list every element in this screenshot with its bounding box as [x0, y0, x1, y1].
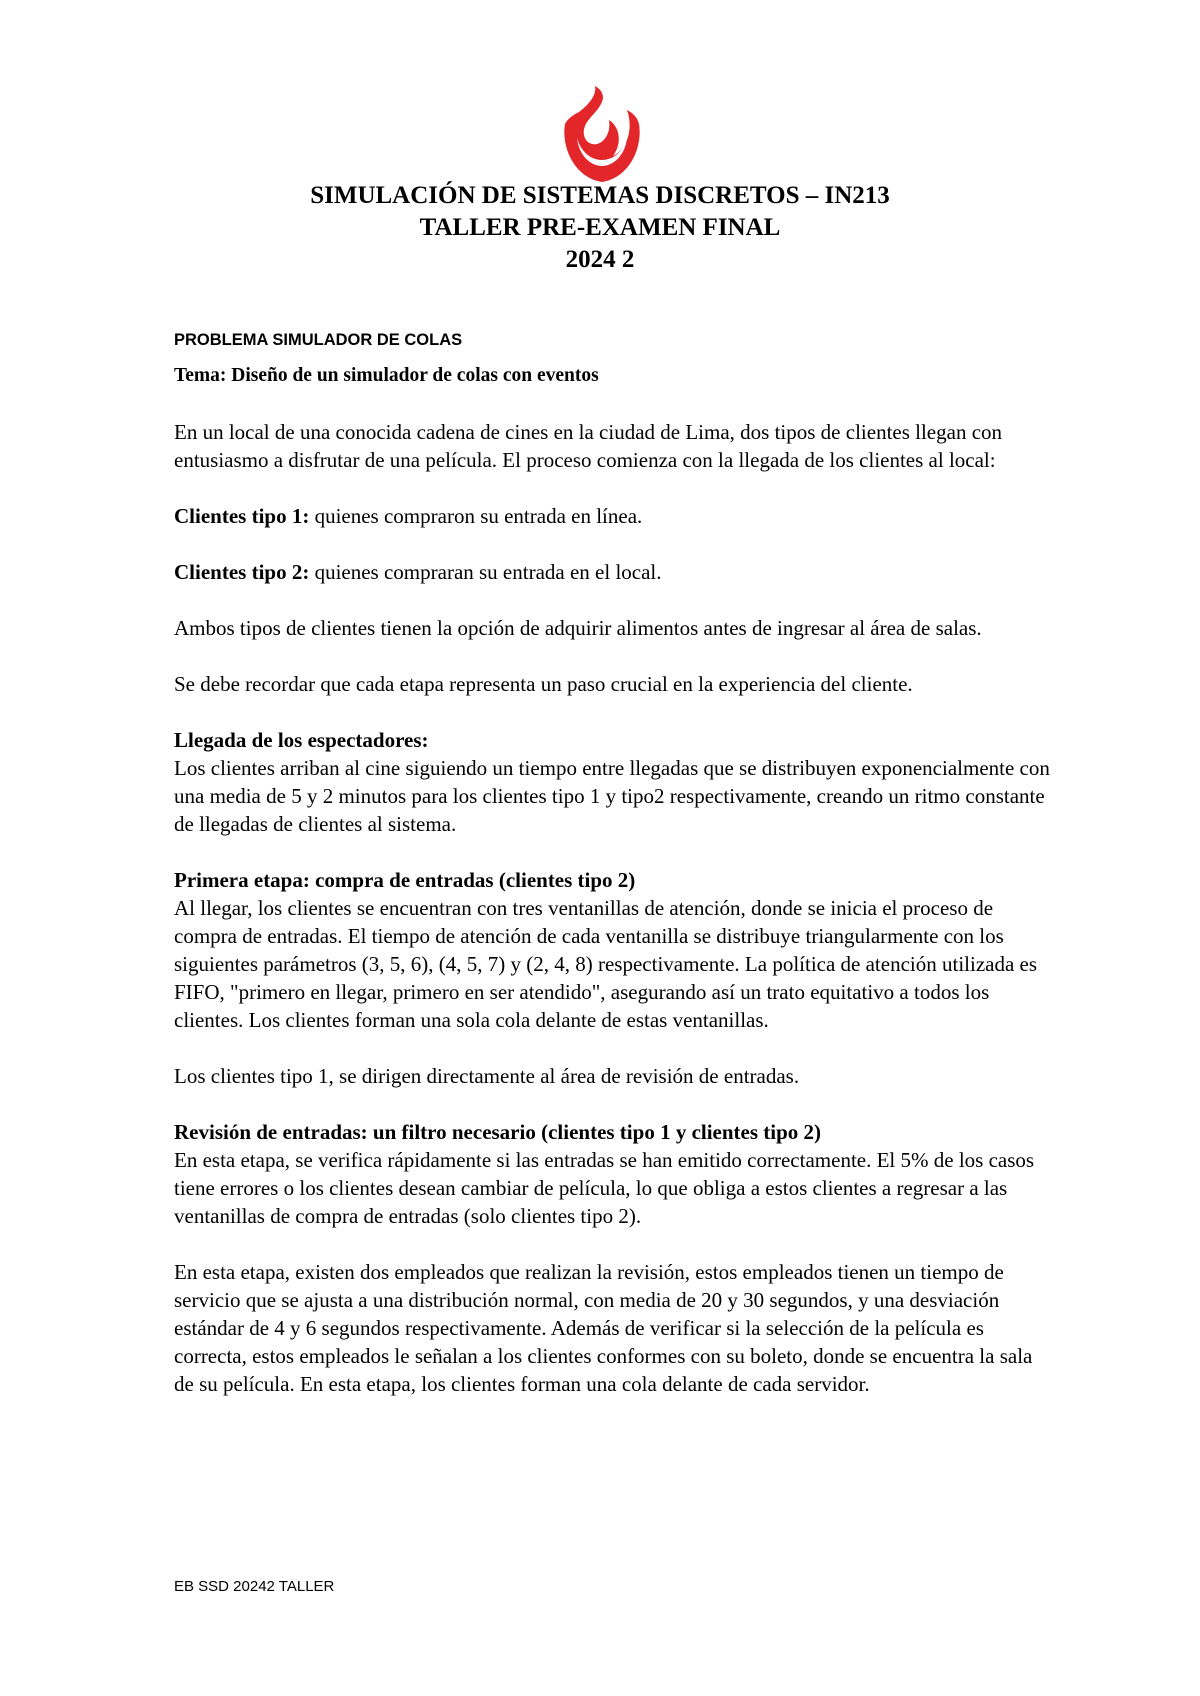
arrival-heading: Llegada de los espectadores:: [174, 728, 429, 752]
ticket-review-paragraph-2: En esta etapa, existen dos empleados que realizan la revisión, estos empleados tienen un tiempo de servicio que se ajusta a una distribución normal, con media de 20 y 30 segundos, y una desviación estándar de 4 y 6 segundos respectivamente. Además de verificar si la selección de la película es correcta, estos empleados le señalan a los clientes conformes con su boleto, donde se encuentra la sala de su película. En esta etapa, los clientes forman una cola delante de cada servidor.: [174, 1260, 1033, 1396]
client-type-2-text: quienes compraran su entrada en el local.: [309, 560, 662, 584]
ticket-review-heading: Revisión de entradas: un filtro necesario (clientes tipo 1 y clientes tipo 2): [174, 1120, 822, 1144]
term-title: 2024 2: [565, 246, 635, 273]
type-1-direct-paragraph: Los clientes tipo 1, se dirigen directamente al área de revisión de entradas.: [174, 1064, 800, 1088]
both-types-paragraph: Ambos tipos de clientes tienen la opción de adquirir alimentos antes de ingresar al área de salas.: [174, 616, 982, 640]
client-type-2-label: Clientes tipo 2:: [174, 560, 310, 584]
intro-paragraph: En un local de una conocida cadena de cines en la ciudad de Lima, dos tipos de clientes llegan con entusiasmo a disfrutar de una película. El proceso comienza con la llegada de los clientes al local:: [174, 420, 1003, 472]
client-type-1-text: quienes compraron su entrada en línea.: [309, 504, 643, 528]
arrival-paragraph: Los clientes arriban al cine siguiendo un tiempo entre llegadas que se distribuyen exponencialmente con una media de 5 y 2 minutos para los clientes tipo 1 y tipo2 respectivamente, creando un ritmo constante de llegadas de clientes al sistema.: [174, 756, 1050, 836]
page-footer: EB SSD 20242 TALLER: [174, 1578, 335, 1595]
document-title-block: [0, 180, 1200, 276]
first-stage-heading: Primera etapa: compra de entradas (clientes tipo 2): [174, 868, 636, 892]
exam-title: TALLER PRE-EXAMEN FINAL: [419, 214, 781, 241]
section-heading: PROBLEMA SIMULADOR DE COLAS: [174, 331, 463, 349]
reminder-paragraph: Se debe recordar que cada etapa representa un paso crucial en la experiencia del cliente.: [174, 672, 913, 696]
document-body: [174, 326, 1054, 1398]
course-title: SIMULACIÓN DE SISTEMAS DISCRETOS – IN213: [310, 182, 890, 209]
first-stage-paragraph: Al llegar, los clientes se encuentran con tres ventanillas de atención, donde se inicia el proceso de compra de entradas. El tiempo de atención de cada ventanilla se distribuye triangularmente con los siguientes parámetros (3, 5, 6), (4, 5, 7) y (2, 4, 8) respectivamente. La política de atención utilizada es FIFO, "primero en llegar, primero en ser atendido", asegurando así un trato equitativo a todos los clientes. Los clientes forman una sola cola delante de estas ventanillas.: [174, 896, 1038, 1032]
client-type-1-label: Clientes tipo 1:: [174, 504, 310, 528]
university-flame-logo-icon: [557, 86, 647, 184]
topic-heading: Tema: Diseño de un simulador de colas con eventos: [174, 365, 599, 386]
ticket-review-paragraph: En esta etapa, se verifica rápidamente si las entradas se han emitido correctamente. El 5% de los casos tiene errores o los clientes desean cambiar de película, lo que obliga a estos clientes a regresar a las ventanillas de compra de entradas (solo clientes tipo 2).: [174, 1148, 1035, 1228]
client-type-1-paragraph: [174, 502, 1054, 530]
client-type-2-paragraph: [174, 558, 1054, 586]
